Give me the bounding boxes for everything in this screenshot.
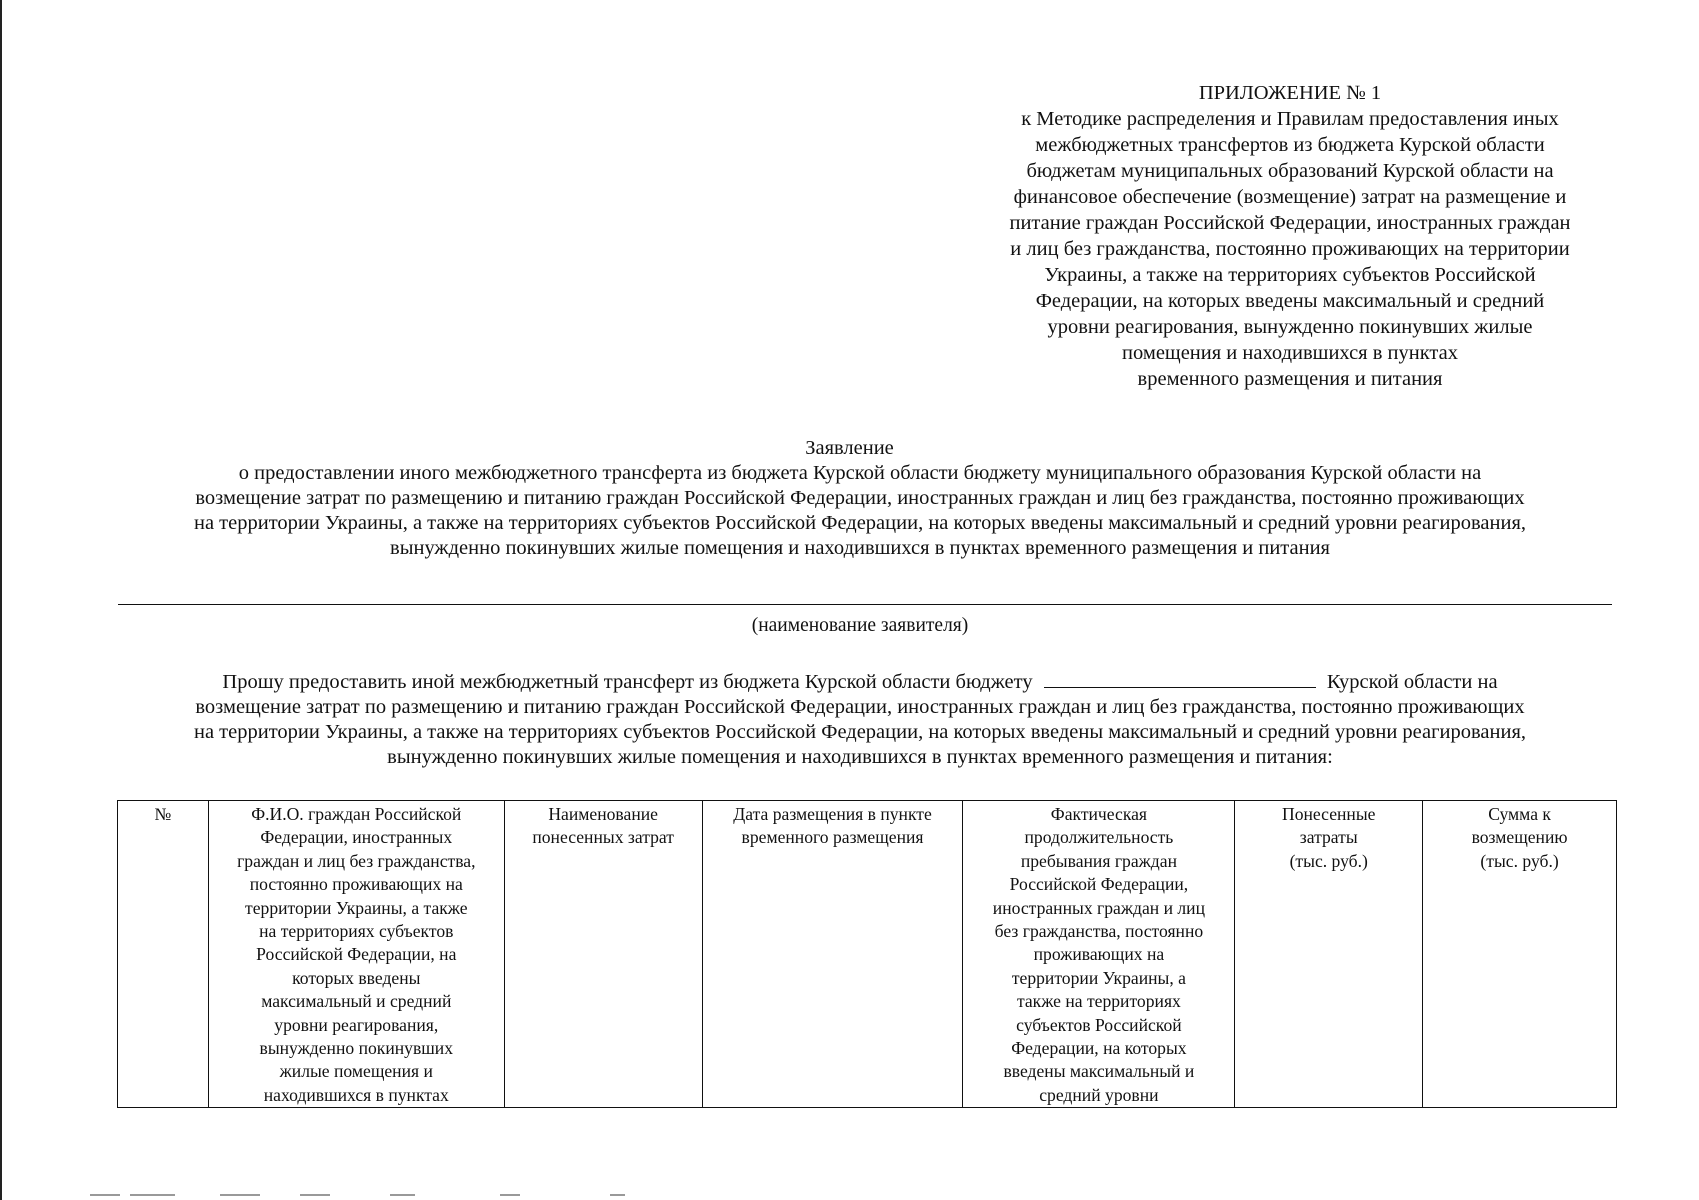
column-header-line: жилые помещения и xyxy=(279,1061,433,1082)
column-header-line: также на территориях xyxy=(1016,991,1181,1012)
appendix-line: бюджетам муниципальных образований Курской области на xyxy=(1026,160,1554,182)
municipality-fill-line[interactable] xyxy=(1044,668,1316,688)
column-header-line: без гражданства, постоянно xyxy=(994,921,1204,942)
column-header-line: вынужденно покинувших xyxy=(259,1038,454,1059)
column-header-placement-date xyxy=(702,801,963,1108)
column-header-line: временного размещения xyxy=(741,827,924,848)
column-header-line: уровни реагирования, xyxy=(274,1014,439,1035)
column-header-line: Ф.И.О. граждан Российской xyxy=(251,804,462,824)
appendix-header xyxy=(965,80,1615,392)
column-header-line: иностранных граждан и лиц xyxy=(992,897,1206,918)
column-header-line: которых введены xyxy=(292,967,421,988)
appendix-line: и лиц без гражданства, постоянно проживающих на территории xyxy=(1010,238,1570,260)
appendix-line: Федерации, на которых введены максимальный и средний xyxy=(1035,290,1545,312)
scan-artifact xyxy=(90,1194,690,1198)
request-line: возмещение затрат по размещению и питанию граждан Российской Федерации, иностранных граждан и лиц без гражданства, постоянно проживающих xyxy=(195,696,1525,718)
statement-line: о предоставлении иного межбюджетного трансферта из бюджета Курской области бюджету муниципального образования Курской области на xyxy=(238,462,1482,484)
column-header-line: Наименование xyxy=(548,804,658,824)
appendix-line: уровни реагирования, вынужденно покинувших жилые xyxy=(1047,316,1533,338)
column-header-line: продолжительность xyxy=(1024,827,1174,848)
column-header-line: постоянно проживающих на xyxy=(249,874,463,895)
column-header-line: Понесенные xyxy=(1282,804,1376,824)
appendix-line: помещения и находившихся в пунктах xyxy=(1122,342,1458,364)
appendix-line: временного размещения и питания xyxy=(1137,368,1443,390)
column-header-stay-duration xyxy=(963,801,1235,1108)
column-header-line: граждан и лиц без гражданства, xyxy=(237,850,476,871)
statement-line: на территории Украины, а также на территориях субъектов Российской Федерации, на которых введены максимальный и средний уровни реагирования, xyxy=(193,512,1527,534)
appendix-line: Украины, а также на территориях субъектов Российской xyxy=(1044,264,1536,286)
page-left-edge xyxy=(0,0,2,1200)
table-header-row xyxy=(118,801,1617,1108)
column-header-line: территории Украины, а xyxy=(1011,967,1186,988)
column-header-line: Дата размещения в пункте xyxy=(733,804,932,824)
column-header-expenses-incurred xyxy=(1235,801,1423,1108)
column-header-line: понесенных затрат xyxy=(532,827,674,848)
column-header-line: (тыс. руб.) xyxy=(1289,850,1368,871)
appendix-line: питание граждан Российской Федерации, иностранных граждан xyxy=(1009,212,1571,234)
column-header-line: Российской Федерации, xyxy=(1009,874,1189,895)
appendix-line: к Методике распределения и Правилам предоставления иных xyxy=(1021,108,1559,130)
column-header-line: затраты xyxy=(1299,827,1358,848)
column-header-line: пребывания граждан xyxy=(1020,850,1177,871)
column-header-reimbursement-amount xyxy=(1423,801,1617,1108)
column-header-line: № xyxy=(154,804,172,824)
statement-line: вынужденно покинувших жилые помещения и находившихся в пунктах временного размещения и питания xyxy=(390,537,1330,559)
column-header-expense-name xyxy=(504,801,702,1108)
column-header-line: средний уровни xyxy=(1039,1084,1159,1105)
column-header-line: на территориях субъектов xyxy=(259,921,454,942)
column-header-line: территории Украины, а также xyxy=(245,897,468,918)
request-line-end: Курской области на xyxy=(1326,671,1498,693)
column-header-line: Сумма к xyxy=(1488,804,1551,824)
column-header-number xyxy=(118,801,209,1108)
request-line-start: Прошу предоставить иной межбюджетный трансферт из бюджета Курской области бюджету xyxy=(222,671,1033,693)
column-header-line: проживающих на xyxy=(1033,944,1165,965)
appendix-line: межбюджетных трансфертов из бюджета Курской области xyxy=(1035,134,1545,156)
column-header-line: Российской Федерации, на xyxy=(256,944,457,965)
statement-body xyxy=(110,461,1610,561)
claims-table xyxy=(117,800,1617,1108)
column-header-line: Фактическая xyxy=(1050,804,1148,824)
appendix-line: финансовое обеспечение (возмещение) затрат на размещение и xyxy=(1013,186,1567,208)
column-header-full-name xyxy=(208,801,504,1108)
column-header-line: максимальный и средний xyxy=(261,991,452,1012)
applicant-caption: (наименование заявителя) xyxy=(751,615,969,636)
column-header-line: (тыс. руб.) xyxy=(1480,850,1559,871)
column-header-line: введены максимальный и xyxy=(1003,1061,1195,1082)
request-line: на территории Украины, а также на территориях субъектов Российской Федерации, на которых введены максимальный и средний уровни реагирования, xyxy=(193,721,1527,743)
column-header-line: возмещению xyxy=(1471,827,1568,848)
request-line: вынужденно покинувших жилые помещения и находившихся в пунктах временного размещения и питания: xyxy=(387,746,1333,768)
column-header-line: субъектов Российской xyxy=(1016,1014,1182,1035)
request-first-line xyxy=(110,668,1610,695)
statement-title: Заявление xyxy=(805,437,894,459)
applicant-name-line[interactable] xyxy=(118,604,1612,605)
column-header-line: находившихся в пунктах xyxy=(263,1084,449,1105)
column-header-line: Федерации, иностранных xyxy=(260,827,453,848)
request-paragraph xyxy=(110,668,1610,770)
appendix-title: ПРИЛОЖЕНИЕ № 1 xyxy=(1198,82,1382,104)
statement-line: возмещение затрат по размещению и питанию граждан Российской Федерации, иностранных граждан и лиц без гражданства, постоянно проживающих xyxy=(195,487,1525,509)
column-header-line: Федерации, на которых xyxy=(1011,1038,1187,1059)
